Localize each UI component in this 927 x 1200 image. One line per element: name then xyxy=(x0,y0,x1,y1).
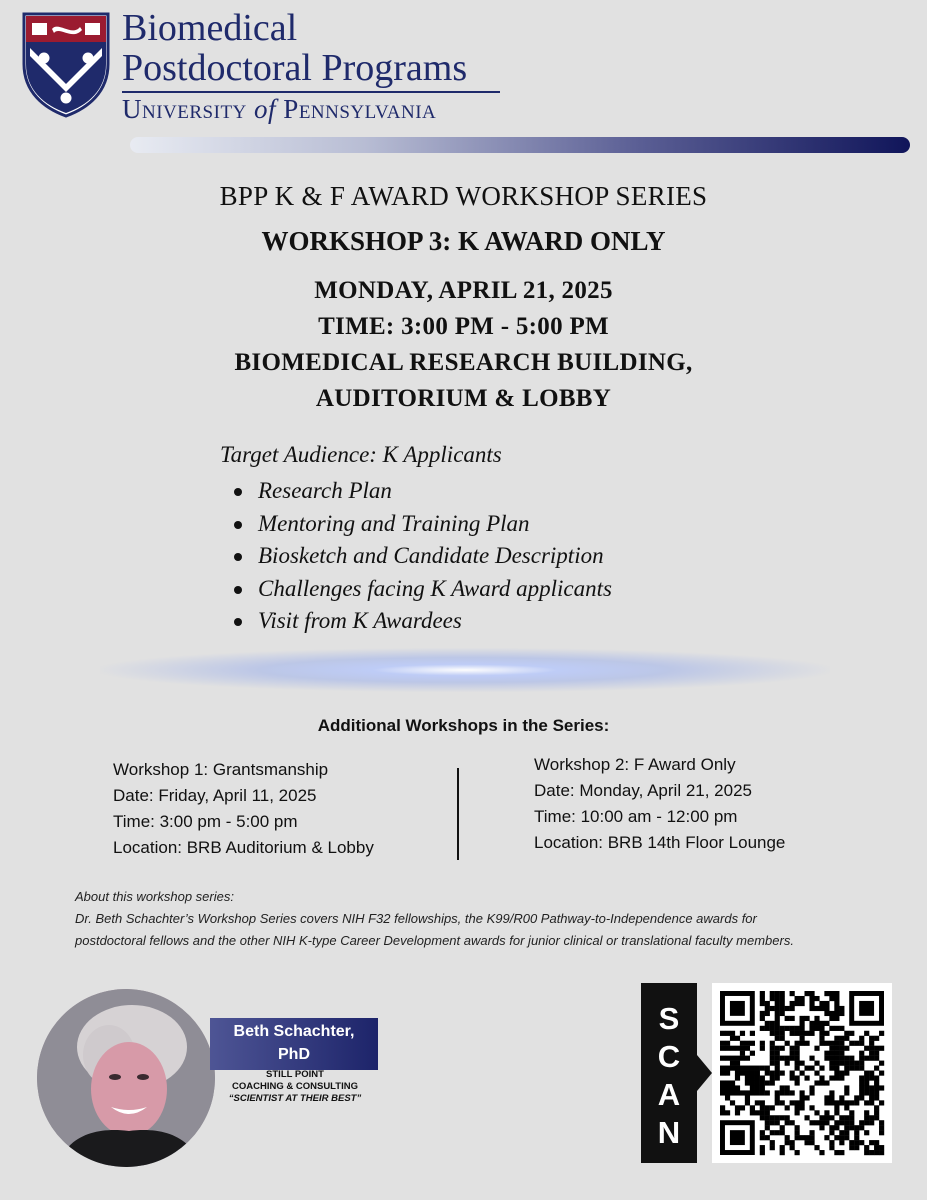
presenter-photo xyxy=(37,989,215,1167)
scan-letter: N xyxy=(657,1115,681,1150)
about-line1: Dr. Beth Schachter’s Workshop Series covers NIH F32 fellowships, the K99/R00 Pathway-to-Independence awards for xyxy=(75,911,757,926)
list-item xyxy=(230,573,612,606)
company-line1: STILL POINT xyxy=(266,1069,324,1080)
scan-letter: S xyxy=(658,1001,680,1036)
workshop2-date: Date: Monday, April 21, 2025 xyxy=(534,781,752,800)
list-item-text: Biosketch and Candidate Description xyxy=(258,543,604,569)
bullet-icon xyxy=(234,553,242,561)
org-name-line2: Postdoctoral Programs xyxy=(122,47,468,89)
org-name-rule xyxy=(122,91,500,93)
qr-code-icon xyxy=(712,983,892,1163)
workshop1-details xyxy=(113,757,374,861)
presenter-name-plate xyxy=(210,1018,378,1070)
university-of: of xyxy=(254,94,277,124)
list-item-text: Challenges facing K Award applicants xyxy=(258,575,612,601)
presenter-portrait-icon xyxy=(37,989,215,1167)
series-title: BPP K & F AWARD WORKSHOP SERIES xyxy=(219,181,708,211)
presenter-name: Beth Schachter, xyxy=(233,1023,355,1040)
about-line2: postdoctoral fellows and the other NIH K-type Career Development awards for junior clinical or translational faculty members. xyxy=(75,933,794,948)
scan-letter: C xyxy=(657,1039,681,1074)
workshop2-time: Time: 10:00 am - 12:00 pm xyxy=(534,807,738,826)
about-section xyxy=(75,886,875,952)
additional-workshops-heading: Additional Workshops in the Series: xyxy=(317,716,610,735)
scan-letter: A xyxy=(657,1077,681,1112)
qr-code[interactable] xyxy=(712,983,892,1163)
event-location-line2: AUDITORIUM & LOBBY xyxy=(315,385,612,412)
header-gradient-bar xyxy=(130,137,910,153)
list-item xyxy=(230,540,612,573)
list-item xyxy=(230,605,612,638)
list-item-text: Research Plan xyxy=(258,478,392,503)
university-word: University xyxy=(122,94,247,124)
workshop2-details xyxy=(534,752,785,856)
bullet-icon xyxy=(234,521,242,529)
org-name-line1: Biomedical xyxy=(122,7,298,49)
topic-list xyxy=(230,475,612,638)
decorative-glow-divider xyxy=(100,648,830,692)
bullet-icon xyxy=(234,586,242,594)
company-tagline: “SCIENTIST AT THEIR BEST” xyxy=(228,1093,362,1104)
workshop-divider xyxy=(457,768,459,860)
event-date: MONDAY, APRIL 21, 2025 xyxy=(314,277,613,304)
workshop2-title: Workshop 2: F Award Only xyxy=(534,755,736,774)
about-heading: About this workshop series: xyxy=(75,889,234,904)
bullet-icon xyxy=(234,488,242,496)
university-state: Pennsylvania xyxy=(283,94,437,124)
list-item-text: Visit from K Awardees xyxy=(258,608,462,634)
workshop1-time: Time: 3:00 pm - 5:00 pm xyxy=(113,812,298,831)
workshop-title: WORKSHOP 3: K AWARD ONLY xyxy=(261,226,666,256)
presenter-degree: PhD xyxy=(278,1046,310,1063)
workshop1-title: Workshop 1: Grantsmanship xyxy=(113,760,329,779)
university-name xyxy=(122,94,436,124)
penn-shield-logo xyxy=(22,12,110,118)
list-item xyxy=(230,475,612,508)
presenter-company xyxy=(212,1069,378,1105)
target-audience-title: Target Audience: K Applicants xyxy=(220,442,502,467)
workshop2-location: Location: BRB 14th Floor Lounge xyxy=(534,833,786,852)
company-line2: COACHING & CONSULTING xyxy=(232,1081,358,1092)
event-time: TIME: 3:00 PM - 5:00 PM xyxy=(318,313,609,340)
event-location-line1: BIOMEDICAL RESEARCH BUILDING, xyxy=(234,349,693,376)
workshop1-location: Location: BRB Auditorium & Lobby xyxy=(113,838,374,857)
list-item-text: Mentoring and Training Plan xyxy=(258,510,530,536)
workshop1-date: Date: Friday, April 11, 2025 xyxy=(113,786,317,805)
bullet-icon xyxy=(234,618,242,626)
list-item xyxy=(230,508,612,541)
scan-label xyxy=(641,983,712,1163)
